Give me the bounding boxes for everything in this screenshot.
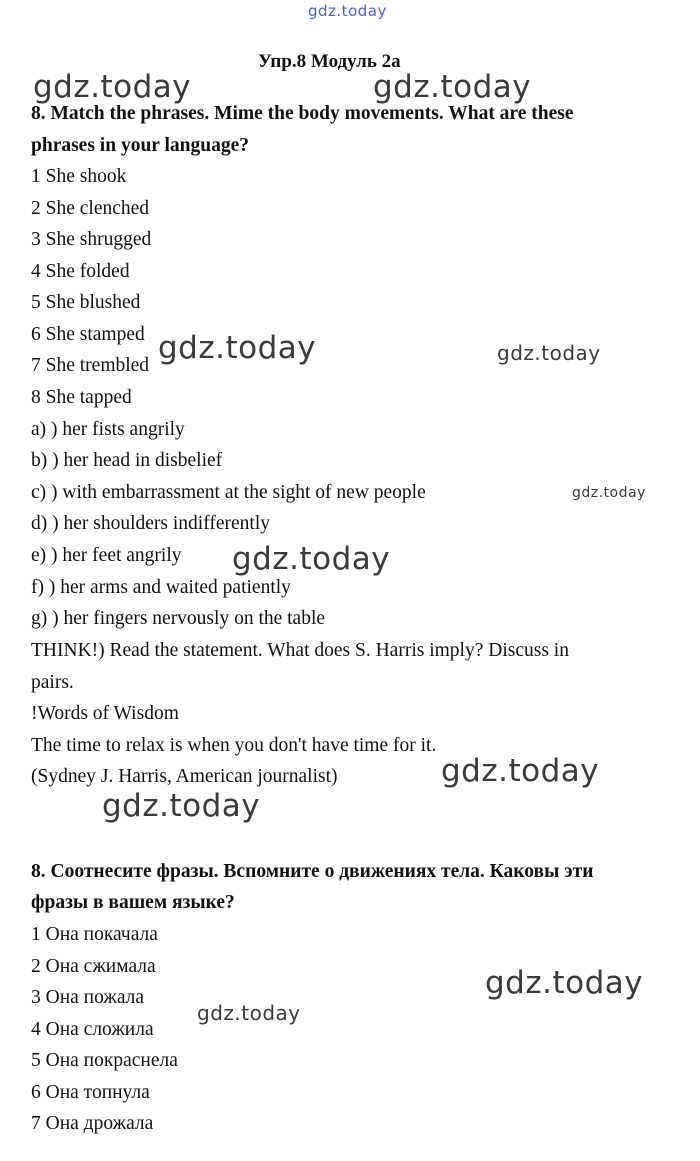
task-heading-en-line2: phrases in your language? [31,135,249,156]
sentence-start: 2 She clenched [31,198,150,219]
sentence-ending: g) ) her fingers nervously on the table [31,608,326,629]
sentence-start-ru: 1 Она покачала [31,924,158,945]
watermark: gdz.today [497,341,601,365]
sentence-start-ru: 5 Она покраснела [31,1050,178,1071]
watermark: gdz.today [158,330,317,366]
task-heading-en-line1: 8. Match the phrases. Mime the body movements. What are these [31,103,574,124]
page-title: Упр.8 Модуль 2а [258,51,401,72]
quote-text: The time to relax is when you don't have time for it. [31,735,437,756]
think-task-line1: THINK!) Read the statement. What does S. Harris imply? Discuss in [31,640,569,661]
sentence-start: 4 She folded [31,261,130,282]
sentence-start-ru: 2 Она сжимала [31,956,156,977]
task-heading-ru-line2: фразы в вашем языке? [31,892,235,913]
watermark: gdz.today [102,788,261,824]
sentence-ending: d) ) her shoulders indifferently [31,513,270,534]
sentence-start: 5 She blushed [31,292,141,313]
sentence-start: 1 She shook [31,166,127,187]
watermark: gdz.today [33,69,192,105]
sentence-ending: a) ) her fists angrily [31,419,185,440]
sentence-ending: e) ) her feet angrily [31,545,182,566]
sentence-start-ru: 3 Она пожала [31,987,145,1008]
think-task-line2: pairs. [31,672,74,693]
sentence-start-ru: 4 Она сложила [31,1019,154,1040]
wisdom-heading: !Words of Wisdom [31,703,179,724]
sentence-ending: b) ) her head in disbelief [31,450,223,471]
sentence-start: 3 She shrugged [31,229,152,250]
sentence-start: 7 She trembled [31,355,150,376]
task-heading-ru-line1: 8. Соотнесите фразы. Вспомните о движениях тела. Каковы эти [31,861,594,882]
sentence-ending: f) ) her arms and waited patiently [31,577,291,598]
sentence-start: 6 She stamped [31,324,145,345]
watermark: gdz.today [485,965,644,1001]
watermark: gdz.today [373,69,532,105]
sentence-start-ru: 6 Она топнула [31,1082,150,1103]
sentence-start-ru: 7 Она дрожала [31,1113,154,1134]
watermark: gdz.today [572,485,646,501]
quote-author: (Sydney J. Harris, American journalist) [31,766,338,787]
watermark: gdz.today [441,753,600,789]
header-watermark: gdz.today [308,2,387,20]
sentence-ending: c) ) with embarrassment at the sight of new people [31,482,426,503]
watermark: gdz.today [232,541,391,577]
sentence-start: 8 She tapped [31,387,132,408]
watermark: gdz.today [197,1001,301,1025]
